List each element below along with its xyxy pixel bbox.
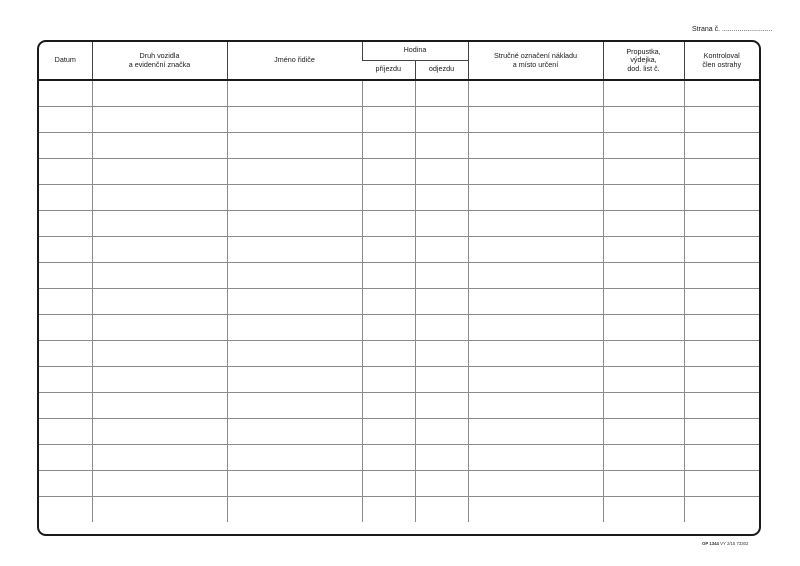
table-row bbox=[39, 236, 759, 262]
cell-druh-vozidla[interactable] bbox=[92, 132, 227, 158]
cell-datum[interactable] bbox=[39, 418, 92, 444]
cell-datum[interactable] bbox=[39, 444, 92, 470]
cell-druh-vozidla[interactable] bbox=[92, 392, 227, 418]
cell-strucne-oznaceni[interactable] bbox=[468, 418, 603, 444]
cell-datum[interactable] bbox=[39, 158, 92, 184]
cell-jmeno-ridice[interactable] bbox=[227, 236, 362, 262]
table-row bbox=[39, 496, 759, 522]
cell-propustka[interactable] bbox=[603, 470, 684, 496]
cell-odjezdu[interactable] bbox=[415, 496, 468, 522]
table-row bbox=[39, 210, 759, 236]
cell-druh-vozidla[interactable] bbox=[92, 184, 227, 210]
cell-strucne-oznaceni[interactable] bbox=[468, 158, 603, 184]
cell-propustka[interactable] bbox=[603, 288, 684, 314]
cell-prijezdu[interactable] bbox=[362, 444, 415, 470]
cell-prijezdu[interactable] bbox=[362, 470, 415, 496]
table-row bbox=[39, 158, 759, 184]
cell-prijezdu[interactable] bbox=[362, 340, 415, 366]
cell-kontroloval[interactable] bbox=[684, 314, 759, 340]
cell-jmeno-ridice[interactable] bbox=[227, 314, 362, 340]
cell-druh-vozidla[interactable] bbox=[92, 366, 227, 392]
cell-propustka[interactable] bbox=[603, 236, 684, 262]
cell-druh-vozidla[interactable] bbox=[92, 418, 227, 444]
cell-datum[interactable] bbox=[39, 132, 92, 158]
cell-druh-vozidla[interactable] bbox=[92, 314, 227, 340]
log-table-frame bbox=[37, 40, 761, 536]
cell-propustka[interactable] bbox=[603, 392, 684, 418]
cell-propustka[interactable] bbox=[603, 496, 684, 522]
table-row bbox=[39, 470, 759, 496]
cell-prijezdu[interactable] bbox=[362, 184, 415, 210]
cell-odjezdu[interactable] bbox=[415, 80, 468, 106]
cell-prijezdu[interactable] bbox=[362, 314, 415, 340]
cell-propustka[interactable] bbox=[603, 444, 684, 470]
table-row bbox=[39, 106, 759, 132]
table-row bbox=[39, 418, 759, 444]
form-code-main: OP 1344 bbox=[702, 541, 719, 546]
cell-prijezdu[interactable] bbox=[362, 80, 415, 106]
cell-druh-vozidla[interactable] bbox=[92, 80, 227, 106]
cell-datum[interactable] bbox=[39, 314, 92, 340]
header-datum: Datum bbox=[54, 55, 76, 65]
cell-kontroloval[interactable] bbox=[684, 366, 759, 392]
cell-druh-vozidla[interactable] bbox=[92, 340, 227, 366]
cell-jmeno-ridice[interactable] bbox=[227, 132, 362, 158]
cell-jmeno-ridice[interactable] bbox=[227, 496, 362, 522]
cell-druh-vozidla[interactable] bbox=[92, 106, 227, 132]
cell-kontroloval[interactable] bbox=[684, 158, 759, 184]
cell-propustka[interactable] bbox=[603, 366, 684, 392]
header-druh-vozidla: Druh vozidla a evidenční značka bbox=[92, 42, 227, 80]
cell-druh-vozidla[interactable] bbox=[92, 496, 227, 522]
header-odjezdu: odjezdu bbox=[415, 60, 468, 80]
cell-propustka[interactable] bbox=[603, 184, 684, 210]
cell-jmeno-ridice[interactable] bbox=[227, 392, 362, 418]
cell-propustka[interactable] bbox=[603, 106, 684, 132]
cell-prijezdu[interactable] bbox=[362, 106, 415, 132]
cell-kontroloval[interactable] bbox=[684, 106, 759, 132]
cell-prijezdu[interactable] bbox=[362, 496, 415, 522]
table-row bbox=[39, 184, 759, 210]
header-jmeno-ridice: Jméno řidiče bbox=[227, 42, 362, 80]
cell-strucne-oznaceni[interactable] bbox=[468, 366, 603, 392]
cell-druh-vozidla[interactable] bbox=[92, 262, 227, 288]
cell-kontroloval[interactable] bbox=[684, 470, 759, 496]
vehicle-log-table bbox=[39, 42, 759, 522]
cell-strucne-oznaceni[interactable] bbox=[468, 80, 603, 106]
page-number-label: Strana č. .......................... bbox=[692, 26, 773, 33]
cell-odjezdu[interactable] bbox=[415, 236, 468, 262]
cell-kontroloval[interactable] bbox=[684, 80, 759, 106]
cell-propustka[interactable] bbox=[603, 132, 684, 158]
cell-kontroloval[interactable] bbox=[684, 210, 759, 236]
cell-propustka[interactable] bbox=[603, 262, 684, 288]
cell-odjezdu[interactable] bbox=[415, 132, 468, 158]
cell-prijezdu[interactable] bbox=[362, 210, 415, 236]
table-row bbox=[39, 262, 759, 288]
cell-kontroloval[interactable] bbox=[684, 496, 759, 522]
cell-odjezdu[interactable] bbox=[415, 340, 468, 366]
cell-kontroloval[interactable] bbox=[684, 262, 759, 288]
cell-datum[interactable] bbox=[39, 210, 92, 236]
cell-strucne-oznaceni[interactable] bbox=[468, 132, 603, 158]
cell-propustka[interactable] bbox=[603, 80, 684, 106]
cell-strucne-oznaceni[interactable] bbox=[468, 106, 603, 132]
cell-strucne-oznaceni[interactable] bbox=[468, 236, 603, 262]
table-row bbox=[39, 392, 759, 418]
cell-druh-vozidla[interactable] bbox=[92, 444, 227, 470]
cell-jmeno-ridice[interactable] bbox=[227, 210, 362, 236]
header-prijezdu: příjezdu bbox=[362, 60, 415, 80]
cell-prijezdu[interactable] bbox=[362, 418, 415, 444]
cell-datum[interactable] bbox=[39, 236, 92, 262]
cell-prijezdu[interactable] bbox=[362, 262, 415, 288]
cell-prijezdu[interactable] bbox=[362, 392, 415, 418]
cell-jmeno-ridice[interactable] bbox=[227, 80, 362, 106]
header-propustka: Propustka, výdejka, dod. list č. bbox=[603, 42, 684, 80]
cell-druh-vozidla[interactable] bbox=[92, 470, 227, 496]
cell-jmeno-ridice[interactable] bbox=[227, 288, 362, 314]
cell-datum[interactable] bbox=[39, 496, 92, 522]
cell-datum[interactable] bbox=[39, 106, 92, 132]
cell-kontroloval[interactable] bbox=[684, 236, 759, 262]
cell-jmeno-ridice[interactable] bbox=[227, 184, 362, 210]
cell-jmeno-ridice[interactable] bbox=[227, 418, 362, 444]
cell-odjezdu[interactable] bbox=[415, 158, 468, 184]
cell-strucne-oznaceni[interactable] bbox=[468, 444, 603, 470]
cell-strucne-oznaceni[interactable] bbox=[468, 288, 603, 314]
form-code-sub: VY 2/15 73302 bbox=[720, 541, 749, 546]
cell-odjezdu[interactable] bbox=[415, 210, 468, 236]
cell-odjezdu[interactable] bbox=[415, 314, 468, 340]
cell-kontroloval[interactable] bbox=[684, 288, 759, 314]
cell-odjezdu[interactable] bbox=[415, 106, 468, 132]
cell-druh-vozidla[interactable] bbox=[92, 158, 227, 184]
cell-odjezdu[interactable] bbox=[415, 262, 468, 288]
cell-druh-vozidla[interactable] bbox=[92, 288, 227, 314]
cell-propustka[interactable] bbox=[603, 158, 684, 184]
cell-kontroloval[interactable] bbox=[684, 418, 759, 444]
cell-jmeno-ridice[interactable] bbox=[227, 444, 362, 470]
cell-druh-vozidla[interactable] bbox=[92, 210, 227, 236]
cell-jmeno-ridice[interactable] bbox=[227, 262, 362, 288]
table-row bbox=[39, 80, 759, 106]
cell-prijezdu[interactable] bbox=[362, 158, 415, 184]
table-row bbox=[39, 366, 759, 392]
cell-odjezdu[interactable] bbox=[415, 470, 468, 496]
cell-datum[interactable] bbox=[39, 470, 92, 496]
cell-odjezdu[interactable] bbox=[415, 184, 468, 210]
cell-strucne-oznaceni[interactable] bbox=[468, 314, 603, 340]
cell-propustka[interactable] bbox=[603, 418, 684, 444]
header-strucne-oznaceni: Stručné označení nákladu a místo určení bbox=[468, 42, 603, 80]
cell-odjezdu[interactable] bbox=[415, 392, 468, 418]
cell-kontroloval[interactable] bbox=[684, 392, 759, 418]
table-row bbox=[39, 314, 759, 340]
cell-kontroloval[interactable] bbox=[684, 340, 759, 366]
cell-datum[interactable] bbox=[39, 340, 92, 366]
cell-kontroloval[interactable] bbox=[684, 132, 759, 158]
cell-prijezdu[interactable] bbox=[362, 236, 415, 262]
cell-prijezdu[interactable] bbox=[362, 366, 415, 392]
cell-propustka[interactable] bbox=[603, 210, 684, 236]
cell-datum[interactable] bbox=[39, 366, 92, 392]
cell-odjezdu[interactable] bbox=[415, 418, 468, 444]
cell-datum[interactable] bbox=[39, 392, 92, 418]
form-code bbox=[702, 541, 748, 546]
cell-strucne-oznaceni[interactable] bbox=[468, 496, 603, 522]
cell-jmeno-ridice[interactable] bbox=[227, 158, 362, 184]
table-row bbox=[39, 132, 759, 158]
cell-datum[interactable] bbox=[39, 80, 92, 106]
table-row bbox=[39, 340, 759, 366]
cell-strucne-oznaceni[interactable] bbox=[468, 340, 603, 366]
cell-strucne-oznaceni[interactable] bbox=[468, 392, 603, 418]
cell-odjezdu[interactable] bbox=[415, 444, 468, 470]
table-row bbox=[39, 288, 759, 314]
cell-datum[interactable] bbox=[39, 184, 92, 210]
header-hodina: Hodina bbox=[362, 42, 468, 60]
cell-strucne-oznaceni[interactable] bbox=[468, 470, 603, 496]
cell-propustka[interactable] bbox=[603, 314, 684, 340]
cell-druh-vozidla[interactable] bbox=[92, 236, 227, 262]
header-kontroloval: Kontroloval člen ostrahy bbox=[684, 42, 759, 80]
cell-odjezdu[interactable] bbox=[415, 288, 468, 314]
cell-datum[interactable] bbox=[39, 288, 92, 314]
cell-jmeno-ridice[interactable] bbox=[227, 470, 362, 496]
cell-prijezdu[interactable] bbox=[362, 132, 415, 158]
table-row bbox=[39, 444, 759, 470]
cell-strucne-oznaceni[interactable] bbox=[468, 210, 603, 236]
cell-strucne-oznaceni[interactable] bbox=[468, 184, 603, 210]
cell-propustka[interactable] bbox=[603, 340, 684, 366]
cell-datum[interactable] bbox=[39, 262, 92, 288]
cell-kontroloval[interactable] bbox=[684, 444, 759, 470]
cell-jmeno-ridice[interactable] bbox=[227, 106, 362, 132]
cell-jmeno-ridice[interactable] bbox=[227, 366, 362, 392]
cell-prijezdu[interactable] bbox=[362, 288, 415, 314]
cell-kontroloval[interactable] bbox=[684, 184, 759, 210]
cell-strucne-oznaceni[interactable] bbox=[468, 262, 603, 288]
cell-jmeno-ridice[interactable] bbox=[227, 340, 362, 366]
cell-odjezdu[interactable] bbox=[415, 366, 468, 392]
